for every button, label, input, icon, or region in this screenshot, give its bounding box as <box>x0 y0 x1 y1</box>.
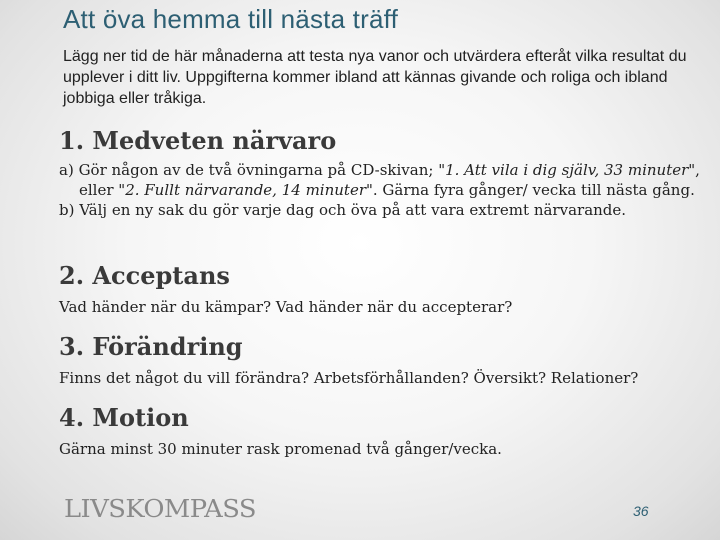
section-body-acceptans: Vad händer när du kämpar? Vad händer när du accepterar? <box>59 298 513 316</box>
section-heading-forandring: 3. Förändring <box>59 332 243 361</box>
item-a-suffix: . Gärna fyra gånger/ vecka till nästa gång. <box>372 181 695 199</box>
item-a-mid: , eller <box>79 161 700 199</box>
section-heading-motion: 4. Motion <box>59 403 189 432</box>
livskompass-logo <box>64 494 264 522</box>
section-heading-medveten-narvaro: 1. Medveten närvaro <box>59 126 337 155</box>
section-body-forandring: Finns det något du vill förändra? Arbetsförhållanden? Översikt? Relationer? <box>59 369 639 387</box>
logo-wordmark: LIVSKOMPASS <box>64 495 256 522</box>
section-body-medveten-narvaro <box>59 160 709 220</box>
section-body-motion: Gärna minst 30 minuter rask promenad två gånger/vecka. <box>59 440 502 458</box>
item-a-exercise-1: "1. Att vila i dig själv, 33 minuter" <box>438 161 696 179</box>
page-number: 36 <box>633 503 649 519</box>
list-item-a <box>59 160 709 200</box>
list-item-b: b) Välj en ny sak du gör varje dag och öva på att vara extremt närvarande. <box>59 201 627 219</box>
intro-paragraph: Lägg ner tid de här månaderna att testa nya vanor och utvärdera efteråt vilka resultat du upplever i ditt liv. Uppgifterna kommer ibland att kännas givande och roliga och ibland jobbiga eller tråkiga. <box>63 48 687 107</box>
item-a-prefix: a) Gör någon av de två övningarna på CD-skivan; <box>59 161 439 179</box>
item-a-exercise-2: "2. Fullt närvarande, 14 minuter" <box>118 181 373 199</box>
slide-title: Att öva hemma till nästa träff <box>63 4 398 34</box>
section-heading-acceptans: 2. Acceptans <box>59 261 230 290</box>
